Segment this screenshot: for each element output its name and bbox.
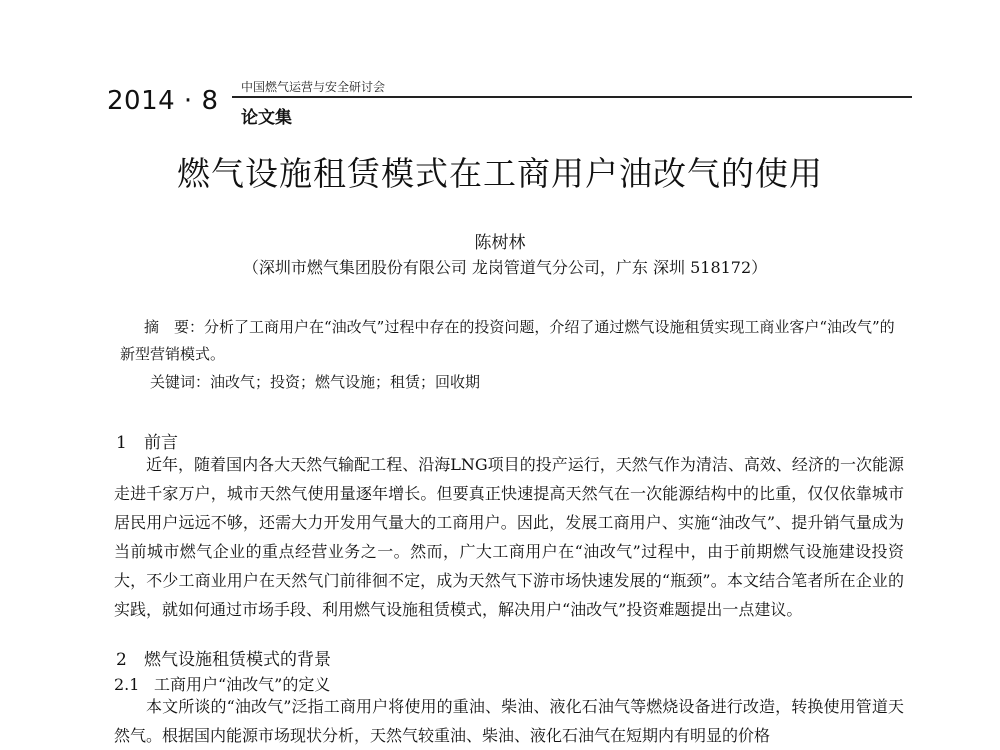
header-rule <box>232 96 912 98</box>
author-affiliation: （深圳市燃气集团股份有限公司 龙岗管道气分公司，广东 深圳 518172） <box>242 258 768 277</box>
paper-title: 燃气设施租赁模式在工商用户油改气的使用 <box>177 154 823 193</box>
section-1-paragraph: 近年，随着国内各大天然气输配工程、沿海LNG项目的投产运行，天然气作为清洁、高效、经济的一次能源走进千家万户，城市天然气使用量逐年增长。但要真正快速提高天然气在一次能源结构中的比重，仅仅依靠城市居民用户远远不够，还需大力开发用气量大的工商用户。因此，发展工商用户、实施“油改气”、提升销气量成为当前城市燃气企业的重点经营业务之一。然而，广大工商用户在“油改气”过程中，由于前期燃气设施建设投资大，不少工商业用户在天然气门前徘徊不定，成为天然气下游市场快速发展的“瓶颈”。本文结合笔者所在企业的实践，就如何通过市场手段、利用燃气设施租赁模式，解决用户“油改气”投资难题提出一点建议。 <box>114 455 904 619</box>
collection-label: 论文集 <box>241 108 292 128</box>
section-heading-2 <box>116 645 331 670</box>
subsection-title: 工商用户“油改气”的定义 <box>154 675 331 694</box>
section-number: 2 <box>116 650 127 670</box>
subsection-number: 2.1 <box>114 675 140 694</box>
conference-name: 中国燃气运营与安全研讨会 <box>241 80 386 94</box>
issue-date: 2014 · 8 <box>107 86 219 116</box>
section-title: 前言 <box>144 433 178 453</box>
subsection-2-1-paragraph: 本文所谈的“油改气”泛指工商用户将使用的重油、柴油、液化石油气等燃烧设备进行改造，转换使用管道天然气。根据国内能源市场现状分析，天然气较重油、柴油、液化石油气在短期内有明显的价格 <box>114 697 904 745</box>
author-name: 陈树林 <box>474 233 526 253</box>
abstract: 摘 要：分析了工商用户在“油改气”过程中存在的投资问题，介绍了通过燃气设施租赁实现工商业客户“油改气”的新型营销模式。 <box>120 318 895 363</box>
keywords: 关键词：油改气；投资；燃气设施；租赁；回收期 <box>150 373 481 391</box>
section-title: 燃气设施租赁模式的背景 <box>144 650 331 670</box>
section-number: 1 <box>116 433 127 453</box>
